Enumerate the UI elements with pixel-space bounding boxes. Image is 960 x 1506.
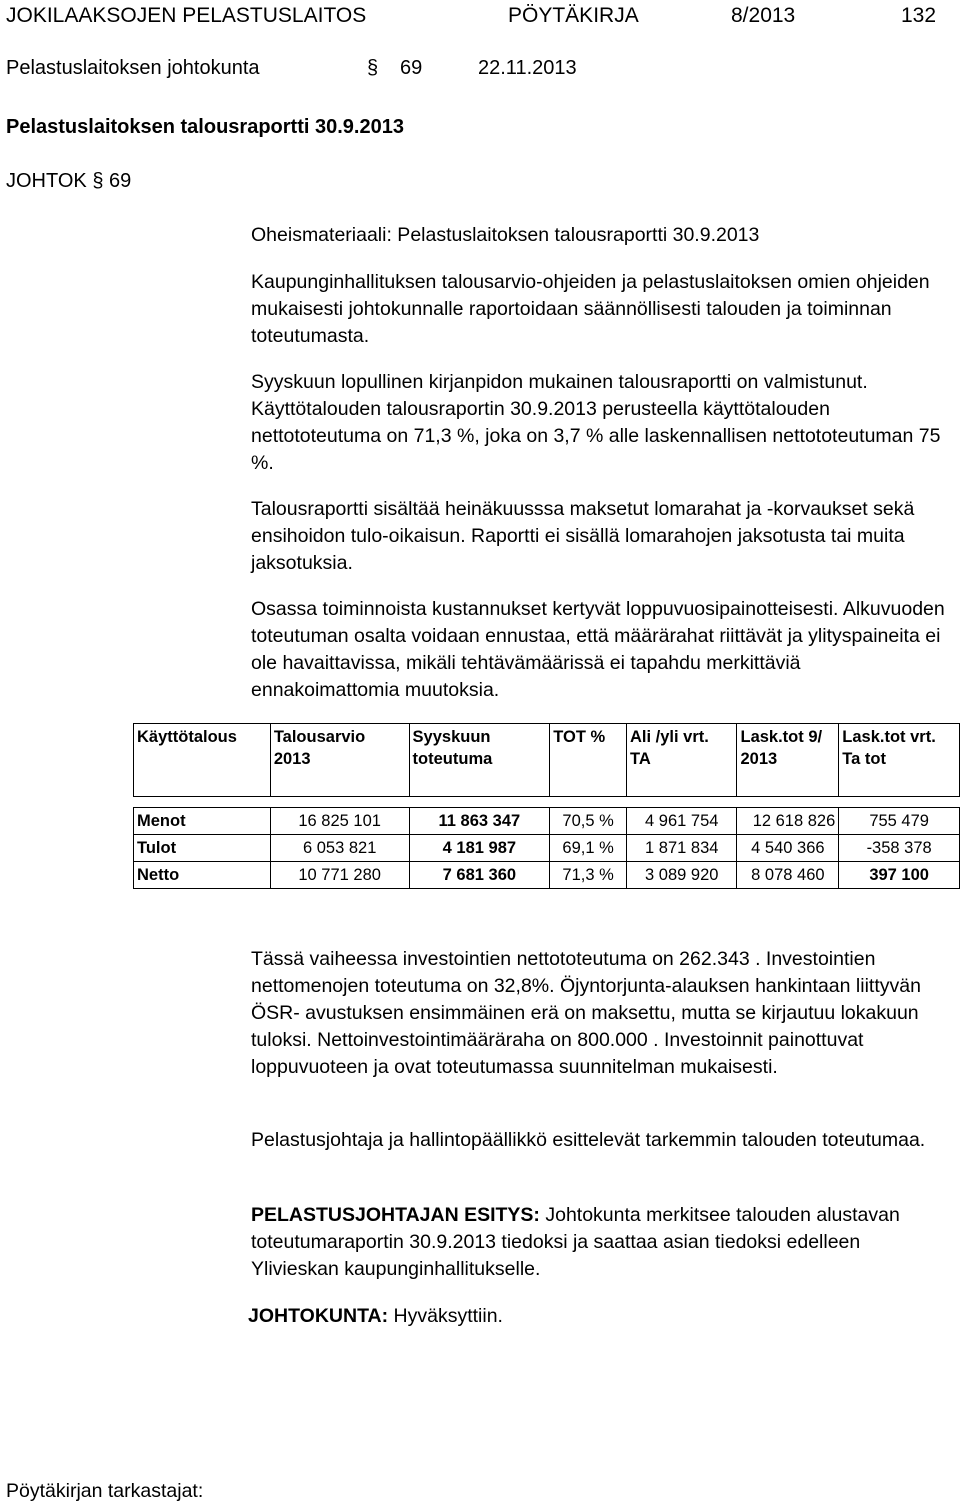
col-header-operating: Käyttötalous [134, 724, 271, 797]
proposal-label: PELASTUSJOHTAJAN ESITYS: [251, 1204, 540, 1226]
section-symbol: § [367, 57, 379, 79]
row-label: Menot [134, 808, 271, 835]
document-number: 8/2013 [731, 4, 796, 27]
decision-label: JOHTOKUNTA: [248, 1305, 389, 1327]
proposal-text: Johtokunta merkitsee talouden alustavan toteutumaraportin 30.9.2013 tiedoksi ja saattaa asian tiedoksi edelleen Ylivieskan kaupunginhallitukselle. [251, 1204, 900, 1280]
cell-calc: 8 078 460 [737, 862, 839, 889]
cell-actual: 7 681 360 [409, 862, 550, 889]
col-header-pct: TOT % [550, 724, 627, 797]
section-number: 69 [400, 57, 423, 79]
item-ref-symbol: § [92, 170, 104, 192]
reviewers-label: Pöytäkirjan tarkastajat: [6, 1480, 204, 1502]
item-ref-number: 69 [109, 170, 132, 192]
cell-diff: 1 871 834 [626, 835, 737, 862]
table-row [134, 835, 960, 862]
table-row [134, 808, 960, 835]
cell-calc-diff: 397 100 [839, 862, 960, 889]
cell-calc-diff: 755 479 [839, 808, 960, 835]
cell-pct: 70,5 % [550, 808, 627, 835]
paragraph-4: Osassa toiminnoista kustannukset kertyvät loppuvuosipainotteisesti. Alkuvuoden toteutuman osalta voidaan ennustaa, että määrärahat riittävät ja ylityspaineita ei ole havaittavissa, mikäli tehtävämäärissä ei tapahdu merkittäviä ennakoimattomia muutoksia. [251, 598, 945, 701]
board-name: Pelastuslaitoksen johtokunta [6, 57, 260, 79]
item-reference [6, 168, 131, 194]
cell-diff: 3 089 920 [626, 862, 737, 889]
organization-name: JOKILAAKSOJEN PELASTUSLAITOS [6, 4, 367, 27]
paragraph-6: Pelastusjohtaja ja hallintopäällikkö esittelevät tarkemmin talouden toteutumaa. [251, 1129, 926, 1151]
finance-table [133, 723, 960, 889]
cell-budget: 6 053 821 [270, 835, 409, 862]
cell-calc: 4 540 366 [737, 835, 839, 862]
row-label: Tulot [134, 835, 271, 862]
item-ref-prefix: JOHTOK [6, 170, 87, 192]
cell-pct: 71,3 % [550, 862, 627, 889]
cell-budget: 10 771 280 [270, 862, 409, 889]
paragraph-5: Tässä vaiheessa investointien nettototeutuma on 262.343 . Investointien nettomenojen toteutuma on 32,8%. Öjyntorjunta-alauksen hankintaan liittyvän ÖSR- avustuksen ensimmäinen erä on maksettu, mutta se kirjautuu lokakuun tuloksi. Nettoinvestointimääräraha on 800.000 . Investoinnit painottuvat loppuvuoteen ja ovat toteutumassa suunnitelman mukaisesti. [251, 948, 921, 1078]
col-header-actual: Syyskuun toteutuma [409, 724, 550, 797]
col-header-budget: Talousarvio 2013 [270, 724, 409, 797]
meeting-date: 22.11.2013 [478, 57, 577, 79]
cell-pct: 69,1 % [550, 835, 627, 862]
decision-text: Hyväksyttiin. [388, 1305, 503, 1327]
table-header-row [134, 724, 960, 797]
table-row [134, 862, 960, 889]
paragraph-1: Kaupunginhallituksen talousarvio-ohjeiden ja pelastuslaitoksen omien ohjeiden mukaisesti johtokunnalle raportoidaan säännöllisesti talouden ja toiminnan toteutumasta. [251, 271, 930, 347]
item-title: Pelastuslaitoksen talousraportti 30.9.2013 [6, 116, 404, 138]
document-type: PÖYTÄKIRJA [508, 4, 639, 27]
cell-budget: 16 825 101 [270, 808, 409, 835]
attachment-line: Oheismateriaali: Pelastuslaitoksen talousraportti 30.9.2013 [251, 224, 760, 246]
cell-diff: 4 961 754 [626, 808, 737, 835]
cell-calc-diff: -358 378 [839, 835, 960, 862]
cell-calc: 12 618 826 [737, 808, 839, 835]
paragraph-3: Talousraportti sisältää heinäkuusssa maksetut lomarahat ja -korvaukset sekä ensihoidon tulo-oikaisun. Raportti ei sisällä lomarahojen jaksotusta tai muita jaksotuksia. [251, 498, 915, 574]
col-header-diff: Ali /yli vrt. TA [626, 724, 737, 797]
col-header-calc: Lask.tot 9/ 2013 [737, 724, 839, 797]
paragraph-2: Syyskuun lopullinen kirjanpidon mukainen talousraportti on valmistunut. Käyttötalouden talousraportin 30.9.2013 perusteella käyttötalouden nettototeutuma on 71,3 %, joka on 3,7 % alle laskennallisen nettototeutuman 75 %. [251, 371, 941, 474]
proposal [251, 1202, 951, 1283]
page-number: 132 [901, 4, 937, 27]
decision [248, 1303, 948, 1330]
col-header-calc-diff: Lask.tot vrt. Ta tot [839, 724, 960, 797]
cell-actual: 4 181 987 [409, 835, 550, 862]
row-label: Netto [134, 862, 271, 889]
cell-actual: 11 863 347 [409, 808, 550, 835]
